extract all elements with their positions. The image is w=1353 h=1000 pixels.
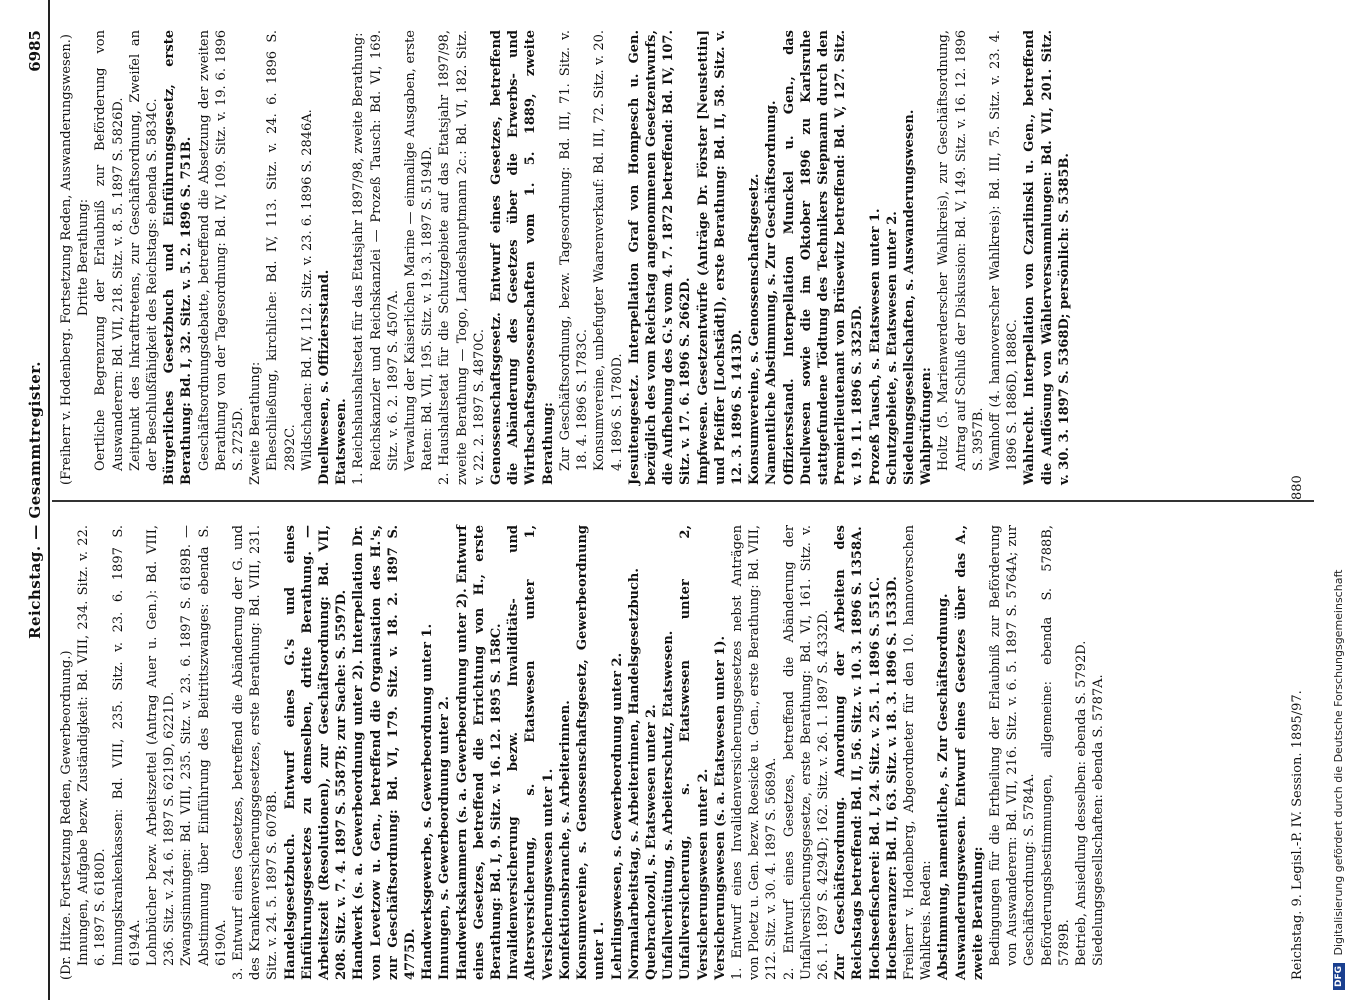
index-entry: Impfwesen. Gesetzentwürfe (Anträge Dr. Förster [Neustettin] und Pfeiffer [Lochstädt]), erste Berathung: Bd. II, 58. Sitz. v. 12. 3. 1896 S. 1413D. [695,30,745,485]
index-entry: Siedelungsgesellschaften: ebenda S. 5787A. [1091,674,1107,966]
index-entry: Oertliche Begrenzung der Erlaubniß zur Beförderung von Auswanderern: Bd. VII, 218. Sitz. v. 8. 5. 1897 S. 5826D. [93,30,126,471]
index-entry: Namentliche Abstimmung, s. Zur Geschäftsordnung. [764,100,780,485]
index-entry: Konsumvereine, s. Genossenschaftsgesetz. [747,173,763,485]
index-entry: Innungen, s. Gewerbeordnung unter 2. [437,696,453,980]
index-entry: Zur Geschäftsordnung, bezw. Tagesordnung: Bd. III, 71. Sitz. v. 18. 4. 1896 S. 1783C. [557,30,591,471]
index-entry: Holtz (5. Marienwerderscher Wahlkreis), zur Geschäftsordnung, Antrag auf Schluß der Diskussion: Bd. V, 149. Sitz. v. 16. 12. 1896 S. 3957B. [936,30,986,471]
index-entry: Bedingungen für die Ertheilung der Erlaubniß zur Beförderung von Auswanderern: Bd. VII, 216. Sitz. v. 6. 5. 1897 S. 5764A; zur Geschäftsordnung: S. 5784A. [987,525,1038,966]
index-entry: Wahlprüfungen: [919,367,935,485]
index-entry: Innungen, Aufgabe bezw. Zuständigkeit: Bd. VIII, 234. Sitz. v. 22. 6. 1897 S. 6180D. [76,525,109,966]
index-entry: Prozeß Tausch, s. Etatswesen unter 1. [867,208,883,485]
footer-page-number: 880 [1290,475,1305,500]
left-column [58,525,1107,980]
index-entry: Hochseefischerei: Bd. I, 24. Sitz. v. 25. 1. 1896 S. 551C. [867,576,883,980]
index-entry: Jesuitengesetz. Interpellation Graf von Hompesch u. Gen. bezüglich des vom Reichstag angenommenen Gesetzentwurfs, die Aufhebung des G.'s vom 4. 7. 1872 betreffend: Bd. IV, 107. Sitz. v. 17. 6. 1896 S. 2662D. [626,30,694,485]
index-entry: Konsumvereine, unbefugter Waarenverkauf: Bd. III, 72. Sitz. v. 20. 4. 1896 S. 1780D. [592,30,625,471]
index-entry: Innungskrankenkassen: Bd. VIII, 235. Sitz. v. 23. 6. 1897 S. 6194A. [110,525,143,966]
index-entry: Zur Geschäftsordnung. Anordnung der Arbeiten des Reichstags betreffend: Bd. II, 56. Sitz. v. 10. 3. 1896 S. 1358A. [833,525,866,980]
page-number-top: 6985 [26,30,44,72]
index-entry: Hochseeranzer: Bd. II, 63. Sitz. v. 18. 3. 1896 S. 1533D. [884,576,900,980]
index-entry: Genossenschaftsgesetz. Entwurf eines Gesetzes, betreffend die Abänderung des Gesetzes über die Erwerbs- und Wirthschaftsgenossenschaften vom 1. 5. 1889, zweite Berathung: [489,30,556,485]
right-column [58,30,1073,485]
index-entry: Beförderungsbestimmungen, allgemeine: ebenda S. 5788B, 5789B. [1039,525,1072,966]
index-entry: Handwerkskammern (s. a. Gewerbeordnung unter 2). Entwurf eines Gesetzes, betreffend die Errichtung von H., erste Berathung: Bd. I, 9. Sitz. v. 16. 12. 1895 S. 158C. [454,525,505,980]
index-entry: 2. Entwurf eines Gesetzes, betreffend die Abänderung der Unfallversicherungsgesetze, erste Berathung: Bd. VI, 161. Sitz. v. 26. 1. 1897 S. 4294D; 162. Sitz. v. 26. 1. 1897 S. 4332D. [781,525,831,980]
index-entry: Eheschließung, kirchliche: Bd. IV, 113. Sitz. v. 24. 6. 1896 S. 2892C. [265,30,298,471]
footer-session-info: Reichstag. 9. Legisl.-P. IV. Session. 1895/97. [1290,690,1305,980]
index-entry: Offiziersstand. Interpellation Munckel u. Gen., das Duellwesen sowie die im Oktober 1896 zu Karlsruhe stattgefundene Tödtung des Technikers Siepmann durch den Premierlieutenant von Brüsewitz betreffend: Bd. V, 127. Sitz. v. 19. 11. 1896 S. 3325D. [781,30,866,485]
index-entry: Handwerk (s. a. Gewerbeordnung unter 2). Interpellation Dr. von Levetzow u. Gen., betreffend die Organisation des H.'s, zur Geschäftsordnung: Bd. VI, 179. Sitz. v. 18. 2. 1897 S. 4775D. [351,525,419,980]
header-rule [48,0,50,1000]
index-entry: Abstimmung, namentliche, s. Zur Geschäftsordnung. [936,593,952,980]
index-entry: Konfektionsbranche, s. Arbeiterinnen. [557,700,573,980]
index-entry: Quebrachozoll, s. Etatswesen unter 2. [643,704,659,980]
index-entry: Normalarbeitstag, s. Arbeiterinnen, Handelsgesetzbuch. [626,568,642,980]
index-entry: Betrieb, Ansiedlung desselben: ebenda S. 5792D. [1073,640,1089,966]
index-entry: 3. Entwurf eines Gesetzes, betreffend die Abänderung der G. und des Krankenversicherungsgesetzes, erste Berathung: Bd. VIII, 231. Sitz. v. 24. 5. 1897 S. 6078B. [231,525,281,980]
index-entry: Geschäftsordnungsdebatte, betreffend die Absetzung der zweiten Berathung von der Tagesordnung: Bd. IV, 109. Sitz. v. 19. 6. 1896 S. 2725D. [196,30,247,471]
page-footer [1290,20,1310,980]
index-entry: Lohnbücher bezw. Arbeitszettel (Antrag Auer u. Gen.): Bd. VIII, 236. Sitz. v. 24. 6. 1897 S. 6219D, 6221D. [145,525,178,966]
index-entry: Auswanderungswesen. Entwurf eines Gesetzes über das A., zweite Berathung: [953,525,986,980]
index-entry: Invalidenversicherung bezw. Invaliditäts- und Altersversicherung, s. Etatswesen unter 1, Versicherungswesen unter 1. [506,525,556,980]
index-entry: Schutzgebiete, s. Etatswesen unter 2. [884,211,900,485]
index-entry: Verwaltung der Kaiserlichen Marine — einmalige Ausgaben, erste Raten: Bd. VII, 195. Sitz. v. 19. 3. 1897 S. 5194D. [403,30,436,471]
index-entry: Wildschaden: Bd. IV, 112. Sitz. v. 23. 6. 1896 S. 2846A. [299,109,315,471]
index-entry: Etatswesen. [334,398,350,485]
index-entry: Zeitpunkt des Inkrafttretens, zur Geschäftsordnung, Zweifel an der Beschlußfähigkeit des Reichstags: ebenda S. 5834C. [127,30,161,471]
index-entry: Dritte Berathung: [76,198,92,317]
index-entry: Versicherungswesen (s. a. Etatswesen unter 1). [712,635,728,980]
index-entry: Wahlrecht. Interpellation von Czarlinski u. Gen., betreffend die Auflösung von Wählerversammlungen: Bd. VII, 201. Sitz. v. 30. 3. 1897 S. 5368D; persönlich: S. 5385B. [1022,30,1072,485]
column-divider [52,500,1314,502]
index-entry: 1. Entwurf eines Invalidenversicherungsgesetzes nebst Anträgen von Ploetz u. Gen. bezw. Roesicke u. Gen., erste Berathung: Bd. VIII, 212. Sitz. v. 30. 4. 1897 S. 5689A. [729,525,780,980]
index-entry: 2. Haushaltsetat für die Schutzgebiete auf das Etatsjahr 1897/98, zweite Berathung — Togo, Landeshauptmann 2c.: Bd. VI, 182. Sitz. v. 22. 2. 1897 S. 4870C. [437,30,487,485]
index-entry: Siedelungsgesellschaften, s. Auswanderungswesen. [901,109,917,485]
index-entry: Duellwesen, s. Offiziersstand. [317,269,333,485]
index-entry: Zwangsinnungen: Bd. VIII, 235. Sitz. v. 23. 6. 1897 S. 6189B. — Abstimmung über Einführung des Beitrittszwanges: ebenda S. 6190A. [179,525,229,966]
index-entry: Konsumvereine, s. Genossenschaftsgesetz, Gewerbeordnung unter 1. [575,525,608,980]
index-entry: Lehrlingswesen, s. Gewerbeordnung unter 2. [609,652,625,980]
index-entry: Bürgerliches Gesetzbuch und Einführungsgesetz, erste Berathung: Bd. I, 32. Sitz. v. 5. 2. 1896 S. 751B. [162,30,195,485]
index-entry: Handelsgesetzbuch. Entwurf eines G.'s und eines Einführungsgesetzes zu demselben, dritte Berathung. — Arbeitszeit (Resolutionen), zur Geschäftsordnung: Bd. VII, 208. Sitz. v. 7. 4. 1897 S. 5587B; zur Sache: S. 5597D. [282,525,350,980]
index-entry: Unfallverhütung, s. Arbeiterschutz, Etatswesen. [661,630,677,980]
index-entry: Wamhoff (4. hannoverscher Wahlkreis): Bd. III, 75. Sitz. v. 23. 4. 1896 S. 1886D, 1888C. [987,30,1021,471]
index-entry: Handwerksgewerbe, s. Gewerbeordnung unter 1. [420,623,436,980]
running-title: Reichstag. — Gesammtregister. [26,361,44,639]
dfg-logo: DFG [1333,963,1345,990]
index-entry: (Freiherr v. Hodenberg. Fortsetzung Reden, Auswanderungswesen.) [59,34,74,485]
index-entry: (Dr. Hitze. Fortsetzung Reden, Gewerbeordnung.) [59,650,74,980]
digitization-credit-text: Digitalisierung gefördert durch die Deutsche Forschungsgemeinschaft [1332,569,1345,956]
index-entry: 1. Reichshaushaltsetat für das Etatsjahr 1897/98, zweite Berathung: [351,32,367,485]
index-entry: Zweite Berathung: [248,361,264,485]
index-entry: Freiherr v. Hodenberg, Abgeordneter für den 10. hannoverschen Wahlkreis. Reden: [901,525,935,980]
digitization-credit [1332,10,1348,990]
page-header [26,30,48,970]
index-entry: Reichskanzler und Reichskanzlei — Prozeß Tausch: Bd. VI, 169. Sitz. v. 6. 2. 1897 S. 4507A. [368,30,401,471]
index-entry: Unfallversicherung, s. Etatswesen unter 2, Versicherungswesen unter 2. [678,525,711,980]
